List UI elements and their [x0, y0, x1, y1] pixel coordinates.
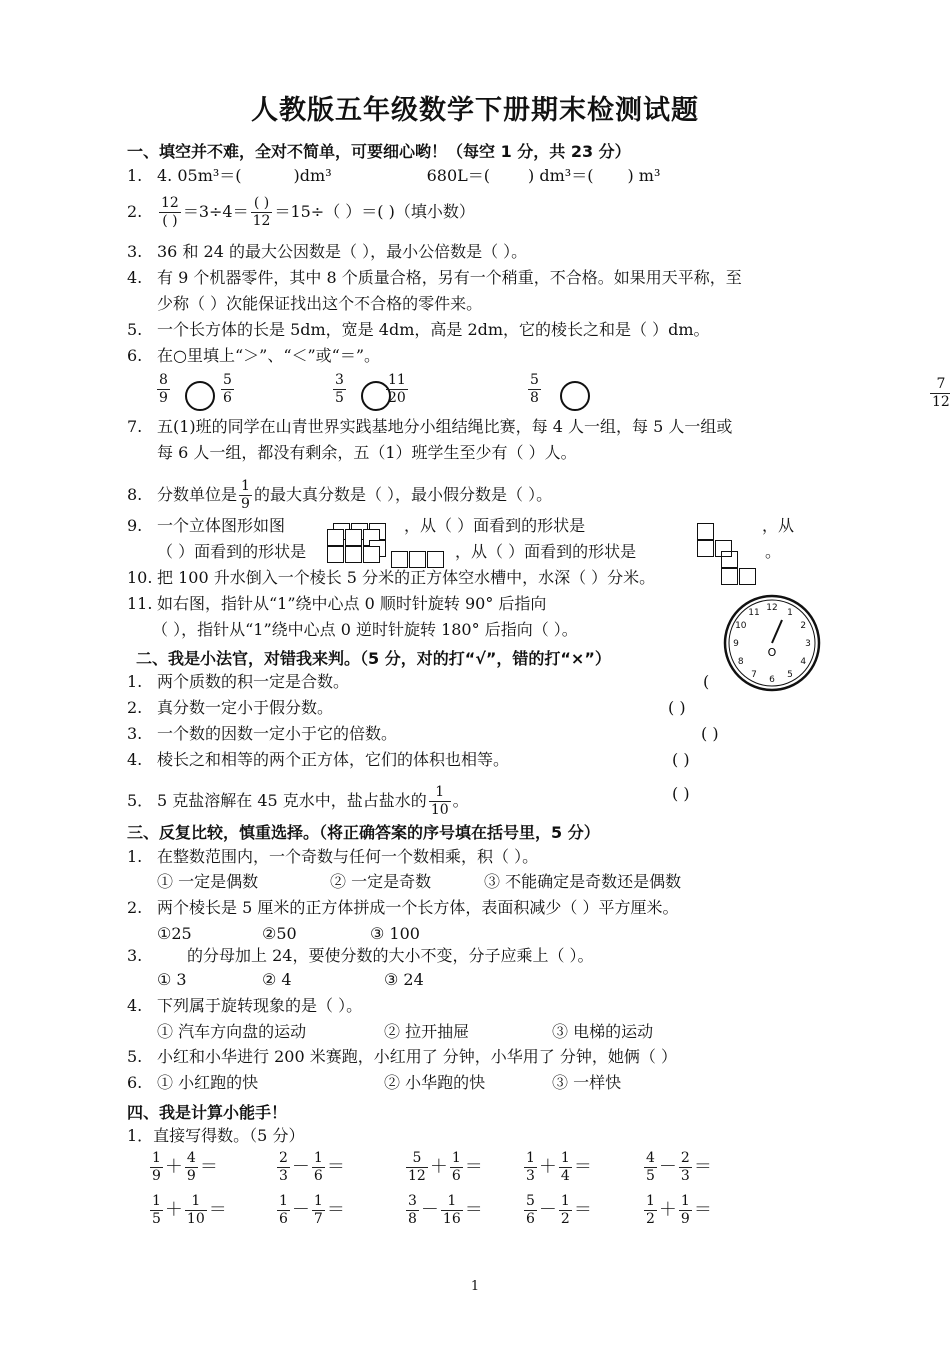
calc-expression: $\frac{4}{5}$ － $\frac{2}{3}$ ＝ [646, 1150, 712, 1184]
question-1-9-part2: ，从（ ）面看到的形状是 [404, 516, 586, 535]
choice-q2-opt1[interactable]: ①25 [157, 924, 192, 943]
calc-expression: $\frac{1}{9}$ ＋ $\frac{4}{9}$ ＝ [152, 1150, 218, 1184]
clock-number: 7 [751, 670, 757, 681]
judge-paren-4[interactable]: ( ) [672, 750, 690, 769]
clock-number: 10 [735, 621, 747, 631]
judge-item-4: 4. 棱长之和相等的两个正方体，它们的体积也相等。 [127, 750, 510, 769]
choice-q6-opt1[interactable]: ① 小红跑的快 [157, 1073, 259, 1092]
judge-paren-2[interactable]: ( ) [668, 698, 686, 717]
calc-expression: $\frac{3}{8}$ － $\frac{1}{16}$ ＝ [408, 1193, 483, 1227]
question-1-3: 3. 36 和 24 的最大公因数是（ ），最小公倍数是（ ）。 [127, 242, 528, 261]
choice-q5: 5. 小红和小华进行 200 米赛跑，小红用了 分钟，小华用了 分钟，她俩（ ） [127, 1047, 677, 1066]
compare-circle-1[interactable] [185, 381, 215, 411]
compare-left-1: $\frac{8}{9}$ [159, 372, 168, 406]
choice-q3-opt2[interactable]: ② 4 [262, 970, 292, 989]
choice-q4: 4. 下列属于旋转现象的是（ ）。 [127, 996, 363, 1015]
judge-item-5: 5． 5 克盐溶解在 45 克水中，盐占盐水的 $\frac{1}{10}$ 。 [127, 784, 469, 818]
margin-fraction: $\frac{7}{12}$ [932, 376, 950, 410]
clock-number: 4 [800, 657, 807, 667]
choice-q2: 2. 两个棱长是 5 厘米的正方体拼成一个长方体，表面积减少（ ）平方厘米。 [127, 898, 679, 917]
clock-number: 8 [737, 657, 744, 667]
question-1-9-part5: ，从（ ）面看到的形状是 [455, 542, 637, 561]
section-2-heading: 二、我是小法官，对错我来判。（5 分，对的打“√”，错的打“×”） [136, 649, 611, 668]
question-1-10: 10. 把 100 升水倒入一个棱长 5 分米的正方体空水槽中，水深（ ）分米。 [127, 568, 656, 587]
page-number: 1 [470, 1279, 480, 1294]
compare-right-1: $\frac{5}{6}$ [223, 372, 232, 406]
question-1-4-line2: 少称（ ）次能保证找出这个不合格的零件来。 [157, 294, 483, 313]
clock-number: 2 [800, 621, 807, 631]
clock-number: 6 [769, 675, 775, 685]
choice-q3-opt1[interactable]: ① 3 [157, 970, 187, 989]
question-1-7-line2: 每 6 人一组，都没有剩余，五（1）班学生至少有（ ）人。 [157, 443, 577, 462]
question-1-8: 8. 分数单位是 $\frac{1}{9}$ 的最大真分数是（ ），最小假分数是（ ）。 [127, 478, 553, 512]
choice-q6-opt2[interactable]: ② 小华跑的快 [384, 1073, 486, 1092]
question-1-1: 1. 4. 05m³＝( )dm³ 680L＝( ) dm³＝( ) m³ [127, 166, 661, 185]
calc-expression: $\frac{1}{6}$ － $\frac{1}{7}$ ＝ [279, 1193, 345, 1227]
question-1-9-part4: （ ）面看到的形状是 [157, 542, 307, 561]
clock-figure [722, 593, 822, 693]
fraction: $\frac{( )}{12}$ [252, 195, 271, 229]
choice-q2-opt3[interactable]: ③ 100 [370, 924, 420, 943]
compare-right-2: $\frac{11}{20}$ [388, 372, 406, 406]
judge-item-1: 1. 两个质数的积一定是合数。 [127, 672, 350, 691]
choice-q6-opt3[interactable]: ③ 一样快 [552, 1073, 622, 1092]
question-1-9-part3: ，从 [762, 516, 795, 535]
question-1-6: 6. 在○里填上“＞”、“＜”或“＝”。 [127, 346, 381, 365]
svg-text:O: O [767, 646, 777, 659]
compare-left-2: $\frac{3}{5}$ [335, 372, 344, 406]
question-1-9-part6: 。 [765, 542, 782, 561]
choice-q1: 1. 在整数范围内，一个奇数与任何一个数相乘，积（ ）。 [127, 847, 539, 866]
calc-expression: $\frac{1}{2}$ ＋ $\frac{1}{9}$ ＝ [646, 1193, 712, 1227]
section-3-heading: 三、反复比较，慎重选择。（将正确答案的序号填在括号里，5 分） [127, 823, 600, 842]
clock-number: 12 [766, 603, 778, 613]
calc-expression: $\frac{1}{5}$ ＋ $\frac{1}{10}$ ＝ [152, 1193, 227, 1227]
judge-item-3: 3. 一个数的因数一定小于它的倍数。 [127, 724, 398, 743]
question-1-7: 7. 五(1)班的同学在山青世界实践基地分小组结绳比赛，每 4 人一组，每 5 人一组或 [127, 417, 733, 436]
choice-q6: 6. [127, 1073, 143, 1092]
choice-q3-opt3[interactable]: ③ 24 [384, 970, 424, 989]
judge-paren-5[interactable]: ( ) [672, 784, 690, 803]
clock-number: 1 [787, 607, 793, 618]
choice-q3: 3. 的分母加上 24，要使分数的大小不变，分子应乘上（ ）。 [127, 946, 594, 965]
choice-q4-opt1[interactable]: ① 汽车方向盘的运动 [157, 1022, 307, 1041]
choice-q2-opt2[interactable]: ②50 [262, 924, 297, 943]
section-4-subheading: 1．直接写得数。（5 分） [127, 1126, 305, 1145]
calc-expression: $\frac{5}{12}$ ＋ $\frac{1}{6}$ ＝ [408, 1150, 483, 1184]
clock-number: 9 [733, 639, 739, 649]
page-title: 人教版五年级数学下册期末检测试题 [251, 95, 699, 126]
calc-expression: $\frac{1}{3}$ ＋ $\frac{1}{4}$ ＝ [526, 1150, 592, 1184]
judge-paren-3[interactable]: ( ) [701, 724, 719, 743]
compare-circle-3[interactable] [560, 381, 590, 411]
calc-expression: $\frac{2}{3}$ － $\frac{1}{6}$ ＝ [279, 1150, 345, 1184]
fraction: $\frac{12}{( )}$ [161, 195, 179, 229]
choice-q1-opt3[interactable]: ③ 不能确定是奇数还是偶数 [484, 872, 682, 891]
judge-paren-1[interactable]: ( [703, 672, 710, 691]
compare-left-3: $\frac{5}{8}$ [530, 372, 539, 406]
question-1-4: 4. 有 9 个机器零件，其中 8 个质量合格，另有一个稍重，不合格。如果用天平称，至 [127, 268, 742, 287]
choice-q1-opt1[interactable]: ① 一定是偶数 [157, 872, 259, 891]
choice-q4-opt3[interactable]: ③ 电梯的运动 [552, 1022, 654, 1041]
clock-number: 3 [805, 639, 811, 649]
question-1-2: 2. $\frac{12}{( )}$ ＝3÷4＝ $\frac{( )}{12}$ ＝15÷（ ）＝( )（填小数） [127, 195, 475, 229]
question-1-5: 5. 一个长方体的长是 5dm，宽是 4dm，高是 2dm，它的棱长之和是（ ）dm。 [127, 320, 710, 339]
judge-item-2: 2. 真分数一定小于假分数。 [127, 698, 334, 717]
section-1-heading: 一、填空并不难，全对不简单，可要细心哟！（每空 1 分，共 23 分） [127, 142, 631, 161]
question-1-11-line2: （ ），指针从“1”绕中心点 0 逆时针旋转 180° 后指向（ ）。 [152, 620, 578, 639]
choice-q1-opt2[interactable]: ② 一定是奇数 [330, 872, 432, 891]
section-4-heading: 四、我是计算小能手！ [127, 1103, 288, 1122]
clock-number: 5 [787, 670, 793, 681]
choice-q4-opt2[interactable]: ② 拉开抽屉 [384, 1022, 470, 1041]
calc-expression: $\frac{5}{6}$ － $\frac{1}{2}$ ＝ [526, 1193, 592, 1227]
question-1-11: 11. 如右图，指针从“1”绕中心点 0 顺时针旋转 90° 后指向 [127, 594, 547, 613]
question-1-9: 9. 一个立体图形如图 [127, 516, 286, 535]
clock-number: 11 [748, 607, 760, 618]
